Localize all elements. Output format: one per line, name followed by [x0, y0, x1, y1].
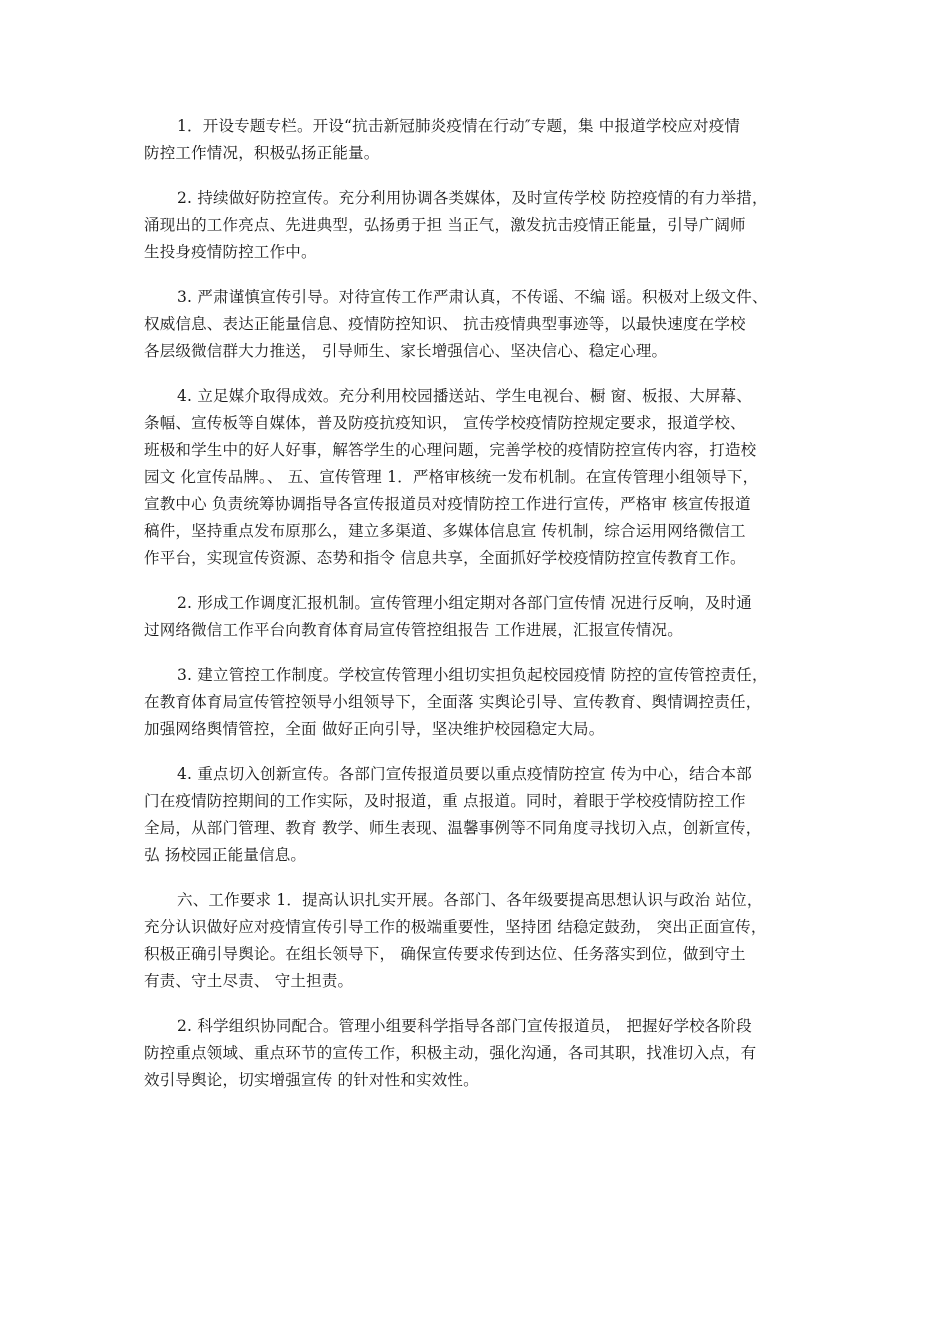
paragraph-4	[144, 383, 810, 572]
text-line: 在教育体育局宣传管控领导小组领导下，全面落 实舆论引导、宣传教育、舆情调控责任，	[144, 693, 762, 711]
text-line: 2. 科学组织协同配合。管理小组要科学指导各部门宣传报道员， 把握好学校各阶段	[177, 1017, 752, 1035]
text-line: 有责、守土尽责、 守土担责。	[144, 972, 354, 990]
text-line: 2. 形成工作调度汇报机制。宣传管理小组定期对各部门宣传情 况进行反响，及时通	[177, 594, 752, 612]
text-line: 宣教中心 负责统筹协调指导各宣传报道员对疫情防控工作进行宣传，严格审 核宣传报道	[144, 495, 751, 513]
text-line: 园文 化宣传品牌。、 五、宣传管理 1．严格审核统一发布机制。在宣传管理小组领导下，	[144, 468, 759, 486]
text-line: 充分认识做好应对疫情宣传引导工作的极端重要性，坚持团 结稳定鼓劲， 突出正面宣传，	[144, 918, 767, 936]
paragraph-1	[144, 113, 810, 167]
paragraph-6	[144, 662, 810, 743]
text-line: 稿件，坚持重点发布原那么，建立多渠道、多媒体信息宣 传机制，综合运用网络微信工	[144, 522, 746, 540]
paragraph-3	[144, 284, 810, 365]
document-body	[144, 113, 810, 1112]
text-line: 4. 立足媒介取得成效。充分利用校园播送站、学生电视台、橱 窗、板报、大屏幕、	[177, 387, 752, 405]
text-line: 六、工作要求 1．提高认识扎实开展。各部门、各年级要提高思想认识与政治 站位，	[177, 891, 763, 909]
text-line: 班极和学生中的好人好事，解答学生的心理问题，完善学校的疫情防控宣传内容，打造校	[144, 441, 757, 459]
text-line: 加强网络舆情管控，全面 做好正向引导，坚决维护校园稳定大局。	[144, 720, 605, 738]
text-line: 全局，从部门管理、教育 教学、师生表现、温馨事例等不同角度寻找切入点，创新宣传，	[144, 819, 762, 837]
text-line: 4. 重点切入创新宣传。各部门宣传报道员要以重点疫情防控宣 传为中心，结合本部	[177, 765, 752, 783]
text-line: 防控工作情况，积极弘扬正能量。	[144, 144, 380, 162]
text-line: 3. 建立管控工作制度。学校宣传管理小组切实担负起校园疫情 防控的宣传管控责任，	[177, 666, 768, 684]
text-line: 弘 扬校园正能量信息。	[144, 846, 307, 864]
text-line: 生投身疫情防控工作中。	[144, 243, 317, 261]
text-line: 积极正确引导舆论。在组长领导下， 确保宣传要求传到达位、任务落实到位，做到守土	[144, 945, 746, 963]
text-line: 防控重点领域、重点环节的宣传工作，积极主动，强化沟通，各司其职，找准切入点，有	[144, 1044, 757, 1062]
paragraph-2	[144, 185, 810, 266]
text-line: 作平台，实现宣传资源、态势和指令 信息共享，全面抓好学校疫情防控宣传教育工作。	[144, 549, 746, 567]
text-line: 2. 持续做好防控宣传。充分利用协调各类媒体，及时宣传学校 防控疫情的有力举措，	[177, 189, 768, 207]
text-line: 条幅、宣传板等自媒体，普及防疫抗疫知识， 宣传学校疫情防控规定要求，报道学校、	[144, 414, 746, 432]
text-line: 门在疫情防控期间的工作实际，及时报道，重 点报道。同时，着眼于学校疫情防控工作	[144, 792, 746, 810]
text-line: 各层级微信群大力推送， 引导师生、家长增强信心、坚决信心、稳定心理。	[144, 342, 668, 360]
paragraph-5	[144, 590, 810, 644]
paragraph-9	[144, 1013, 810, 1094]
text-line: 3. 严肃谨慎宣传引导。对待宣传工作严肃认真，不传谣、不编 谣。积极对上级文件、	[177, 288, 768, 306]
text-line: 权威信息、表达正能量信息、疫情防控知识、 抗击疫情典型事迹等，以最快速度在学校	[144, 315, 746, 333]
text-line: 效引导舆论，切实增强宣传 的针对性和实效性。	[144, 1071, 479, 1089]
text-line: 1．开设专题专栏。开设“抗击新冠肺炎疫情在行动″专题，集 中报道学校应对疫情	[177, 117, 741, 135]
text-line: 涌现出的工作亮点、先进典型，弘扬勇于担 当正气，激发抗击疫情正能量，引导广阔师	[144, 216, 746, 234]
text-line: 过网络微信工作平台向教育体育局宣传管控组报告 工作进展，汇报宣传情况。	[144, 621, 683, 639]
paragraph-8	[144, 887, 810, 995]
paragraph-7	[144, 761, 810, 869]
